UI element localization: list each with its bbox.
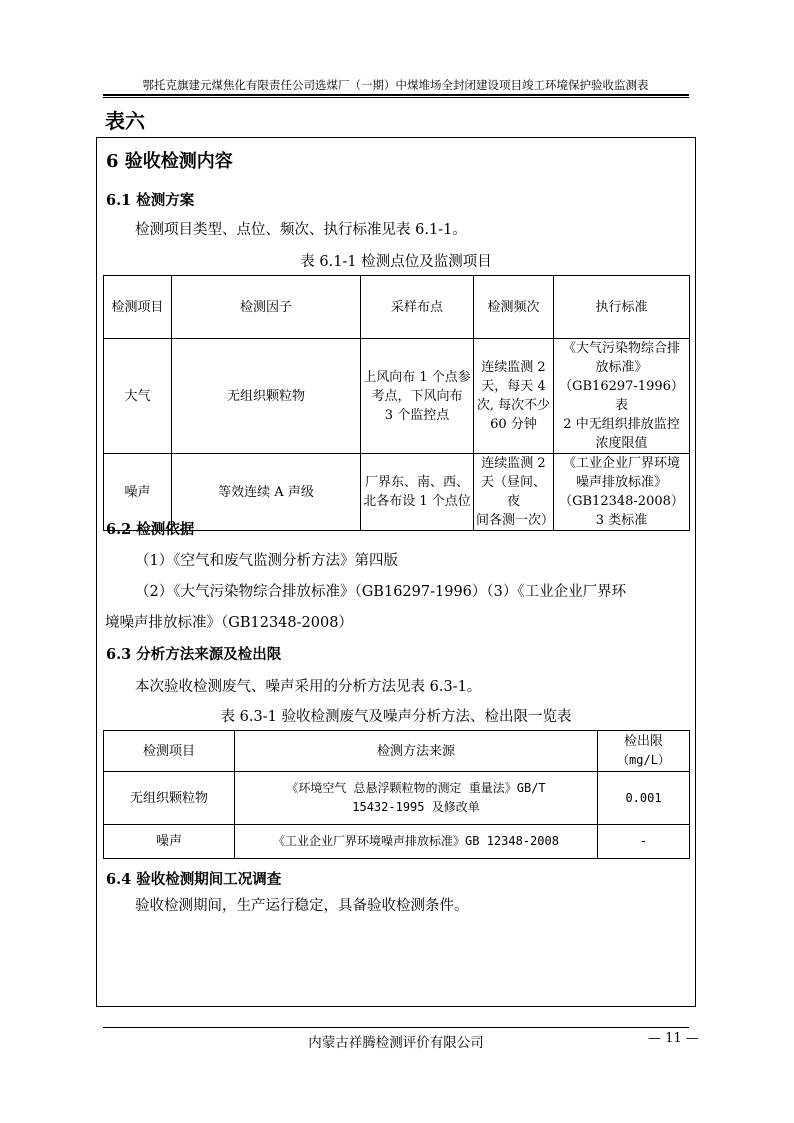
subsection-title-6-1: 6.1 检测方案 — [106, 192, 195, 209]
cell-line: 《环境空气 总悬浮颗粒物的测定 重量法》GB/T — [286, 781, 546, 795]
cell-factor: 无组织颗粒物 — [172, 339, 361, 454]
paragraph-6-4: 验收检测期间，生产运行稳定，具备验收检测条件。 — [135, 898, 469, 914]
analysis-methods-table — [103, 730, 690, 859]
cell-standard — [554, 339, 690, 454]
header-cell — [598, 731, 690, 772]
cell-item: 噪声 — [104, 454, 172, 531]
cell-line: 北各布设 1 个点位 — [363, 494, 471, 509]
cell-line: 次, 每次不少 — [476, 398, 551, 413]
cell-line: 考点，下风向布 — [371, 388, 463, 404]
cell-line: 浓度限值 — [595, 436, 648, 451]
table-caption-6-3-1: 表 6.3-1 验收检测废气及噪声分析方法、检出限一览表 — [220, 709, 572, 725]
basis-line-2: （2）《大气污染物综合排放标准》（GB16297-1996）（3）《工业企业厂界环 — [135, 584, 627, 600]
header-cell: 检测频次 — [474, 276, 554, 339]
header-cell: 检测项目 — [104, 731, 235, 772]
header-cell: 检测方法来源 — [235, 731, 598, 772]
cell-method — [235, 772, 598, 825]
cell-line: 3 类标准 — [595, 513, 648, 528]
header-cell: 采样布点 — [361, 276, 474, 339]
cell-standard — [554, 454, 690, 531]
cell-line: 厂界东、南、西、 — [364, 475, 469, 490]
cell-line: 连续监测 2 — [481, 360, 546, 375]
table-header-row — [104, 276, 690, 339]
cell-method — [235, 825, 598, 859]
cell-item: 噪声 — [104, 825, 235, 859]
table-caption-6-1-1: 表 6.1-1 检测点位及监测项目 — [300, 254, 492, 270]
table-row — [104, 772, 690, 825]
cell-item: 大气 — [104, 339, 172, 454]
monitoring-points-table — [103, 275, 690, 531]
paragraph-6-3: 本次验收检测废气、噪声采用的分析方法见表 6.3-1。 — [135, 679, 482, 695]
cell-limit: - — [598, 825, 690, 859]
table-row — [104, 339, 690, 454]
cell-line: 连续监测 2 — [481, 456, 546, 471]
table-row — [104, 825, 690, 859]
cell-frequency — [474, 454, 554, 531]
cell-line: 天，每天 4 — [481, 379, 546, 394]
cell-line: 60 分钟 — [490, 417, 537, 432]
cell-line: （GB16297-1996）表 — [559, 379, 684, 413]
cell-item: 无组织颗粒物 — [104, 772, 235, 825]
subsection-title-6-2: 6.2 检测依据 — [106, 521, 195, 538]
cell-line: 3 个监控点 — [384, 407, 450, 423]
header-rule-thin — [103, 97, 689, 98]
cell-line: 噪声排放标准》 — [575, 475, 667, 490]
cell-line: 上风向布 1 个点参 — [363, 369, 471, 385]
table-label: 表六 — [105, 109, 145, 133]
cell-line: 15432-1995 及修改单 — [352, 800, 480, 814]
paragraph-6-1: 检测项目类型、点位、频次、执行标准见表 6.1-1。 — [135, 222, 467, 238]
header-rule — [103, 94, 689, 96]
subsection-title-6-4: 6.4 验收检测期间工况调查 — [106, 871, 282, 888]
table-header-row — [104, 731, 690, 772]
cell-line: 放标准》 — [595, 360, 648, 375]
footer-company: 内蒙古祥腾检测评价有限公司 — [308, 1035, 484, 1051]
footer-rule — [103, 1027, 689, 1028]
header-line: （mg/L） — [617, 753, 670, 767]
basis-line-1: （1）《空气和废气监测分析方法》第四版 — [135, 553, 398, 569]
cell-points — [361, 339, 474, 454]
cell-line: 《大气污染物综合排 — [562, 341, 680, 356]
cell-factor: 等效连续 A 声级 — [172, 454, 361, 531]
cell-limit: 0.001 — [598, 772, 690, 825]
cell-line: 天（昼间、夜 — [480, 475, 546, 509]
header-cell: 执行标准 — [554, 276, 690, 339]
basis-line-3: 境噪声排放标准》（GB12348-2008） — [105, 615, 353, 631]
cell-line: 《工业企业厂界环境 — [562, 456, 680, 471]
subsection-title-6-3: 6.3 分析方法来源及检出限 — [106, 646, 282, 663]
section-title: 6 验收检测内容 — [106, 151, 233, 172]
cell-line: （GB12348-2008） — [559, 494, 684, 509]
page-number: — 11 — — [648, 1031, 699, 1046]
header-line: 检出限 — [623, 734, 663, 749]
cell-line: 2 中无组织排放监控 — [563, 417, 680, 432]
cell-line: 《工业企业厂界环境噪声排放标准》GB 12348-2008 — [273, 834, 559, 848]
header-cell: 检测因子 — [172, 276, 361, 339]
cell-points — [361, 454, 474, 531]
cell-line: 间各测一次） — [476, 513, 555, 528]
header-cell: 检测项目 — [104, 276, 172, 339]
cell-frequency — [474, 339, 554, 454]
running-header: 鄂托克旗建元煤焦化有限责任公司选煤厂（一期）中煤堆场全封闭建设项目竣工环境保护验收监测表 — [142, 78, 649, 92]
